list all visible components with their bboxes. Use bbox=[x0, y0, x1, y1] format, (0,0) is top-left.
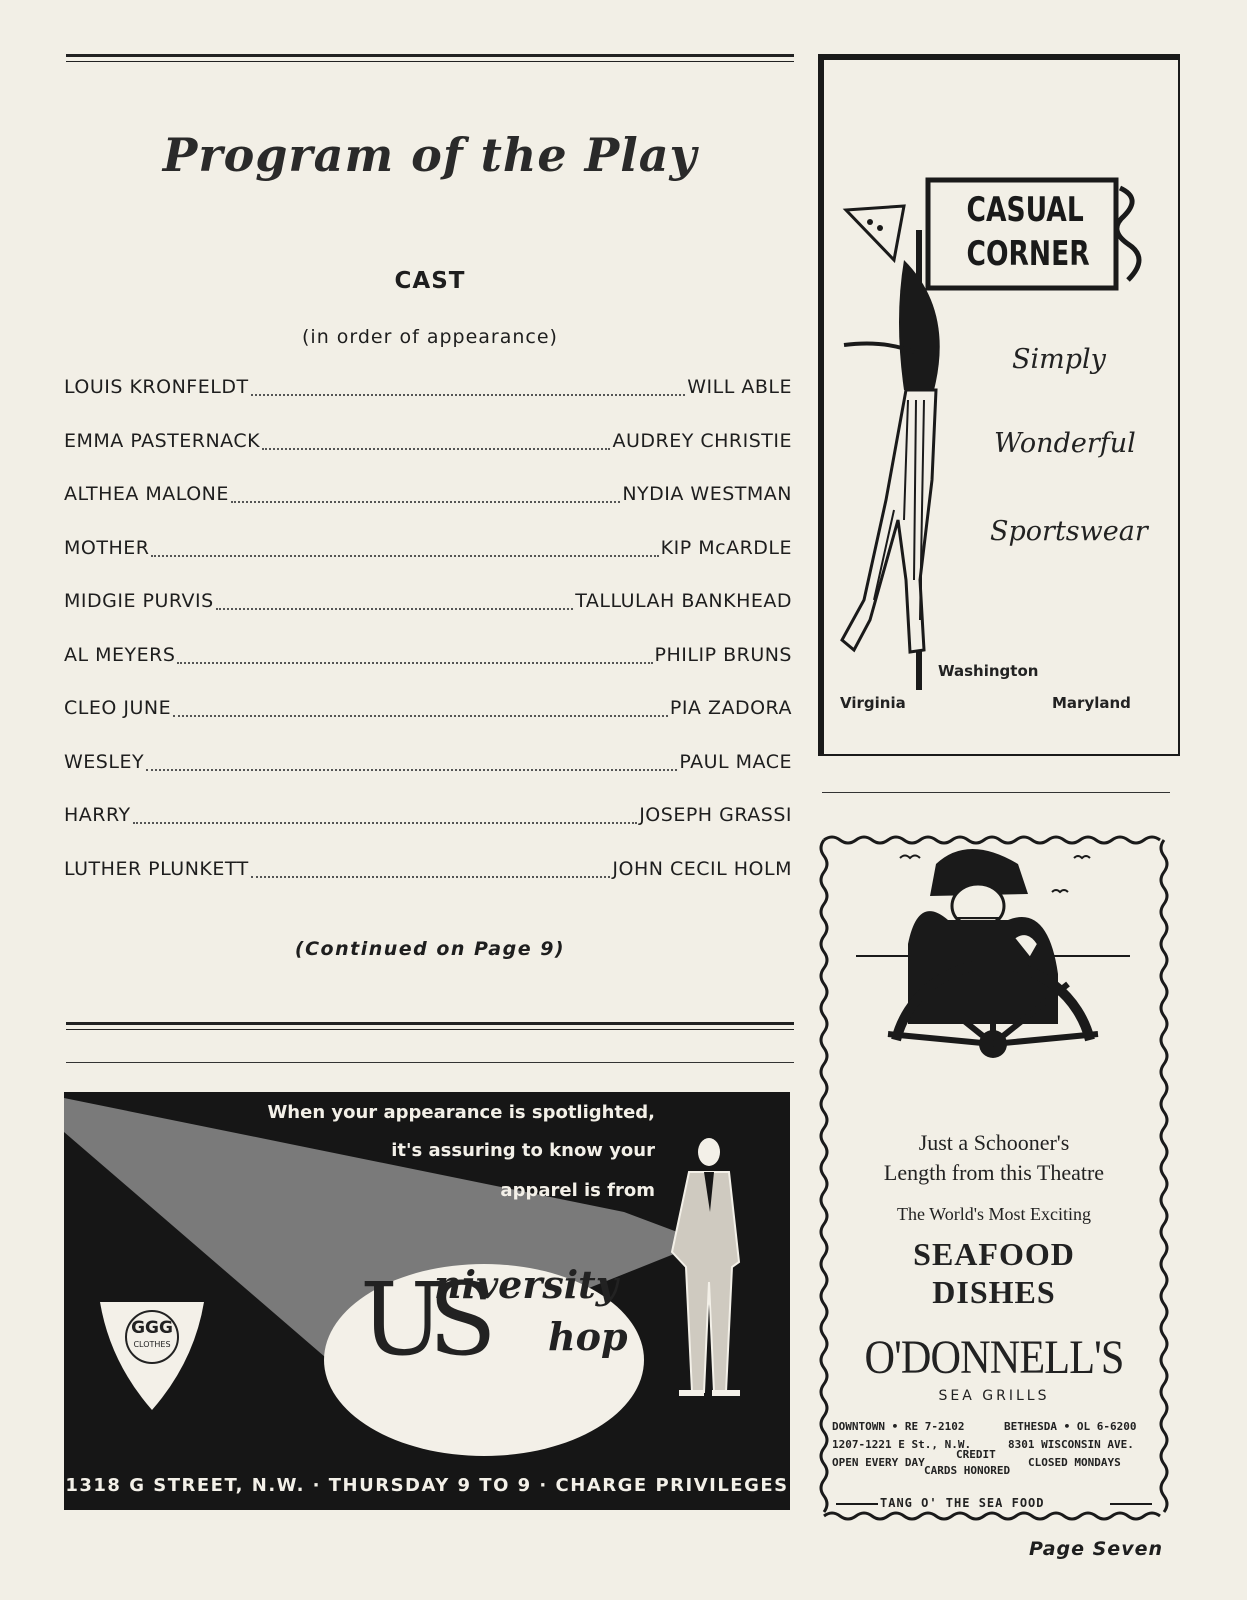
credit-cards-honored: CARDS HONORED bbox=[924, 1464, 1011, 1477]
bethesda-hours: CLOSED MONDAYS bbox=[1028, 1456, 1121, 1469]
sign-text bbox=[966, 188, 1090, 276]
leader-dots bbox=[146, 751, 677, 771]
cast-row bbox=[64, 751, 792, 805]
bethesda-address: 8301 WISCONSIN AVE. bbox=[1008, 1438, 1134, 1451]
downtown-phone: DOWNTOWN • RE 7-2102 bbox=[832, 1420, 965, 1433]
leader-dots bbox=[231, 483, 620, 503]
gull-icon bbox=[1074, 856, 1090, 858]
ad-line-3: apparel is from bbox=[500, 1180, 655, 1201]
cast-row bbox=[64, 376, 792, 430]
cast-actor: PIA ZADORA bbox=[669, 697, 792, 719]
ad-line-2: it's assuring to know your bbox=[391, 1140, 655, 1161]
us-monogram: US bbox=[360, 1261, 481, 1378]
page-number: Page Seven bbox=[1028, 1538, 1163, 1560]
logo-university: niversity bbox=[434, 1262, 618, 1307]
cast-role: ALTHEA MALONE bbox=[64, 483, 229, 505]
cast-role: LUTHER PLUNKETT bbox=[64, 857, 249, 880]
sailor-at-helm-icon bbox=[888, 849, 1098, 1058]
section-rule bbox=[66, 1022, 794, 1030]
ad-line-theatre: Length from this Theatre bbox=[883, 1160, 1105, 1185]
location-maryland: Maryland bbox=[1052, 694, 1131, 712]
ad-line-exciting: The World's Most Exciting bbox=[897, 1204, 1091, 1224]
cast-role: WESLEY bbox=[64, 750, 145, 773]
leader-dots bbox=[251, 376, 686, 396]
fashion-figure-icon bbox=[842, 206, 940, 652]
casual-corner-ad bbox=[818, 54, 1180, 756]
university-shop-ad bbox=[64, 1092, 790, 1510]
casual-corner-artwork bbox=[824, 60, 1178, 754]
cast-subheading: (in order of appearance) bbox=[302, 326, 558, 348]
cast-actor: AUDREY CHRISTIE bbox=[612, 429, 792, 452]
cast-heading: CAST bbox=[394, 268, 466, 294]
right-divider bbox=[822, 792, 1170, 793]
credit-label: CREDIT bbox=[956, 1448, 996, 1461]
cast-actor: NYDIA WESTMAN bbox=[622, 483, 792, 505]
cast-role: MIDGIE PURVIS bbox=[64, 590, 214, 612]
cast-row bbox=[64, 858, 792, 912]
cast-row bbox=[64, 430, 792, 484]
cast-row bbox=[64, 697, 792, 751]
leader-dots bbox=[262, 430, 610, 450]
cast-row bbox=[64, 483, 792, 537]
scroll-ornament-icon bbox=[1117, 188, 1139, 280]
ad-line-seafood: SEAFOOD bbox=[913, 1236, 1075, 1272]
sign-line-1: CASUAL bbox=[966, 190, 1084, 230]
downtown-hours: OPEN EVERY DAY bbox=[832, 1456, 925, 1469]
leader-dots bbox=[216, 590, 574, 610]
cast-actor: JOSEPH GRASSI bbox=[639, 804, 792, 826]
cast-role: HARRY bbox=[64, 804, 131, 826]
program-title: Program of the Play bbox=[162, 128, 698, 182]
cast-role: MOTHER bbox=[64, 536, 150, 559]
location-virginia: Virginia bbox=[840, 694, 906, 712]
ggg-badge-subtext: CLOTHES bbox=[133, 1340, 171, 1349]
section-rule-thin bbox=[66, 1062, 794, 1063]
brand-name: O'DONNELL'S bbox=[864, 1331, 1124, 1384]
leader-dots bbox=[151, 537, 658, 557]
cast-actor: JOHN CECIL HOLM bbox=[612, 857, 792, 880]
cast-row bbox=[64, 537, 792, 591]
ad-line-dishes: DISHES bbox=[932, 1274, 1056, 1310]
ad-footer-address: 1318 G STREET, N.W. · THURSDAY 9 TO 9 · CHARGE PRIVILEGES bbox=[65, 1475, 789, 1496]
slogan-wonderful: Wonderful bbox=[994, 428, 1136, 459]
leader-dots bbox=[177, 644, 652, 664]
brand-subtitle: SEA GRILLS bbox=[938, 1388, 1050, 1404]
man-illustration-icon bbox=[672, 1138, 740, 1396]
cast-role: LOUIS KRONFELDT bbox=[64, 376, 249, 398]
downtown-address: 1207-1221 E St., N.W. bbox=[832, 1438, 972, 1451]
leader-dots bbox=[173, 697, 668, 717]
continued-note: (Continued on Page 9) bbox=[294, 938, 566, 960]
top-rule bbox=[66, 54, 794, 62]
cast-actor: WILL ABLE bbox=[687, 376, 792, 398]
cast-actor: PAUL MACE bbox=[679, 750, 792, 773]
bethesda-phone: BETHESDA • OL 6-6200 bbox=[1004, 1420, 1137, 1433]
leader-dots bbox=[251, 858, 611, 878]
tagline: TANG O' THE SEA FOOD bbox=[880, 1496, 1045, 1510]
border-top bbox=[824, 837, 1160, 843]
ad-line-schooner: Just a Schooner's bbox=[918, 1130, 1070, 1155]
location-washington: Washington bbox=[938, 662, 1039, 680]
border-bottom bbox=[824, 1513, 1160, 1519]
cast-row bbox=[64, 804, 792, 858]
gull-icon bbox=[1052, 890, 1068, 892]
sign-line-2: CORNER bbox=[966, 234, 1090, 274]
logo-shop: hop bbox=[548, 1314, 628, 1359]
ggg-badge-text: GGG bbox=[131, 1318, 173, 1338]
cast-role: CLEO JUNE bbox=[64, 697, 172, 719]
cast-row bbox=[64, 644, 792, 698]
ad-line-1: When your appearance is spotlighted, bbox=[267, 1102, 655, 1123]
slogan-sportswear: Sportswear bbox=[990, 516, 1148, 547]
cast-list bbox=[64, 376, 792, 911]
cast-role: EMMA PASTERNACK bbox=[64, 429, 261, 452]
cast-actor: TALLULAH BANKHEAD bbox=[575, 590, 792, 612]
slogan-simply: Simply bbox=[1012, 344, 1106, 375]
leader-dots bbox=[133, 804, 638, 824]
cast-actor: PHILIP BRUNS bbox=[654, 643, 792, 666]
odonnells-ad bbox=[818, 834, 1170, 1522]
gull-icon bbox=[900, 856, 920, 859]
cast-role: AL MEYERS bbox=[64, 643, 176, 666]
cast-row bbox=[64, 590, 792, 644]
cast-actor: KIP McARDLE bbox=[660, 536, 792, 559]
